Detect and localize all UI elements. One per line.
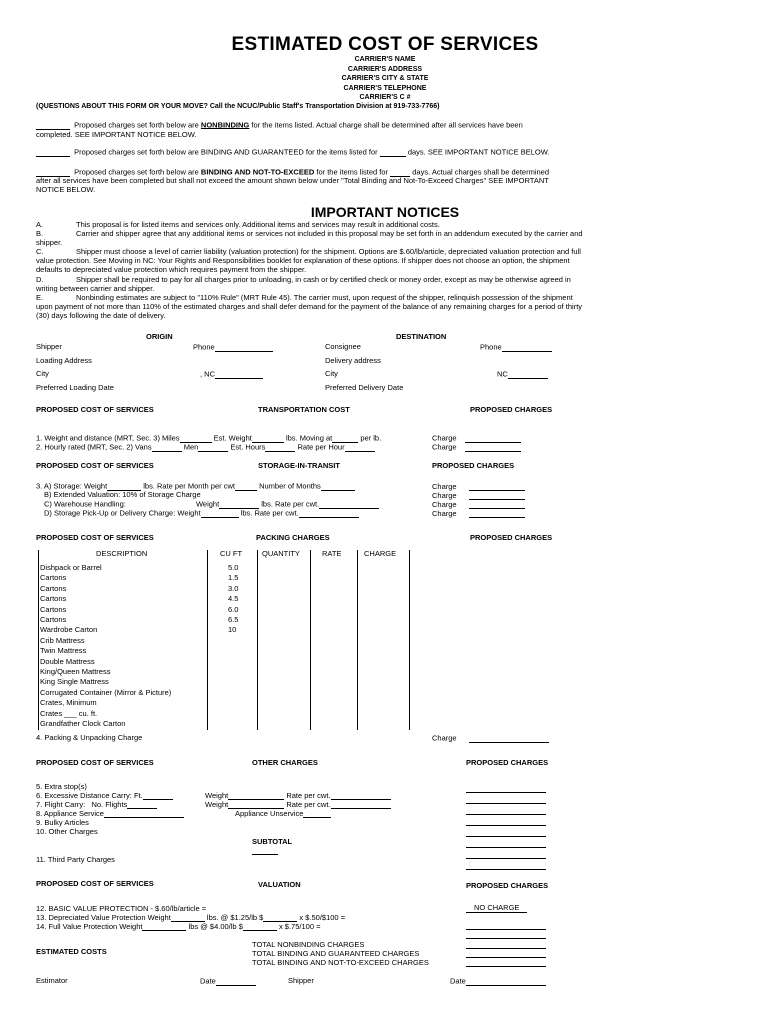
storage-heading: STORAGE-IN-TRANSIT [258,461,340,470]
nonbinding-checkbox-line[interactable] [36,121,70,130]
total-line-2[interactable] [466,957,546,958]
total-line-3[interactable] [466,966,546,967]
total-binding-guaranteed: TOTAL BINDING AND GUARANTEED CHARGES [252,949,420,958]
proposed-cost-heading-1: PROPOSED COST OF SERVICES [36,405,154,414]
transport-line-1: 1. Weight and distance (MRT, Sec. 3) Miles Est. Weight lbs. Moving at per lb. [36,433,382,443]
col-cuft: CU FT [220,549,243,558]
col-description: DESCRIPTION [96,549,148,558]
carrier-telephone: CARRIER'S TELEPHONE [343,84,427,92]
proposed-charges-heading-3: PROPOSED CHARGES [470,533,553,542]
origin-nc-field[interactable] [215,370,263,379]
packing-rule-1 [207,550,208,730]
packing-rule-4 [357,550,358,730]
list-item: Cartons [40,594,67,604]
storage-charges: Charge Charge Charge Charge [432,482,525,518]
proposed-cost-heading-3: PROPOSED COST OF SERVICES [36,533,154,542]
binding-days-field[interactable] [380,148,406,157]
valuation-line-14[interactable] [466,938,546,939]
col-rate: RATE [322,549,342,558]
proposed-cost-heading-2: PROPOSED COST OF SERVICES [36,461,154,470]
origin-phone: Phone [193,343,273,352]
estimator-label: Estimator [36,976,68,985]
dest-phone-field[interactable] [502,343,552,352]
binding-option: Proposed charges set forth below are BINDING AND GUARANTEED for the items listed for days. SEE IMPORTANT NOTICE BELOW. [36,148,550,157]
nonbinding-option-cont: completed. SEE IMPORTANT NOTICE BELOW. [36,130,197,139]
storage-a: 3. A) Storage: Weight lbs. Rate per Month per cwt Number of Months [36,482,355,491]
packing-rule-2 [257,550,258,730]
binding-checkbox-line[interactable] [36,148,70,157]
notice-d: D. Shipper shall be required to pay for all charges prior to unloading, in cash or by certified check or money order, except as may be otherwise agreed in writing between carrier and shipper. [36,275,571,293]
valuation-heading: VALUATION [258,880,301,889]
nte-option: Proposed charges set forth below are BINDING AND NOT-TO-EXCEED for the items listed for days. Actual charges shall be determined [36,168,549,177]
proposed-cost-heading-5: PROPOSED COST OF SERVICES [36,879,154,888]
proposed-charges-heading-4: PROPOSED CHARGES [466,758,549,767]
carrier-name: CARRIER'S NAME [354,56,416,63]
list-item: Crates, Minimum [40,698,97,708]
proposed-charges-heading-5: PROPOSED CHARGES [466,881,549,890]
list-item: King Single Mattress [40,677,109,687]
packing-descriptions [40,563,171,730]
subtotal-label: SUBTOTAL [252,837,293,846]
shipper-label: Shipper [36,342,62,351]
shipper-signature-label: Shipper [288,976,314,985]
list-item: Grandfather Clock Carton [40,719,126,729]
carrier-address: CARRIER'S ADDRESS [347,65,423,73]
origin-city-label: City [36,369,49,378]
shipper-date: Date [450,977,546,986]
dest-phone: Phone [480,343,552,352]
total-line-1[interactable] [466,948,546,949]
estimator-date: Date [200,977,256,986]
nonbinding-option: Proposed charges set forth below are NONBINDING for the items listed. Actual charge shall be determined after all services have been [36,121,523,130]
list-item: King/Queen Mattress [40,667,111,677]
storage-d: D) Storage Pick-Up or Delivery Charge: Weight lbs. Rate per cwt. [44,509,359,518]
packing-line-4: 4. Packing & Unpacking Charge [36,733,143,742]
nte-option-cont: after all services have been completed but shall not exceed the amount shown below under "Total Binding and Not-To-Exceed Charges" SEE IMPORTANT [36,176,549,185]
preferred-delivery-label: Preferred Delivery Date [325,383,404,392]
notice-c: C. Shipper must choose a level of carrier liability (valuation protection) for the shipment. Options are $.60/lb/article, depreciated valuation protection and full value protection. See Moving in NC: Your Rights and Responsibilities booklet for explanation of these options. If shipper does not choose an option, the shipment defaults to depreciated value protection which requires payment from the shipper. [36,247,581,274]
notice-a: A. This proposal is for listed items and services only. Additional items and services may result in additional costs. [36,220,440,229]
list-item: Corrugated Container (Mirror & Picture) [40,687,172,697]
estimated-costs-label: ESTIMATED COSTS [36,947,107,956]
proposed-charges-heading-1: PROPOSED CHARGES [470,405,553,414]
list-item: Dishpack or Barrel [40,563,102,572]
nte-option-cont2: NOTICE BELOW. [36,185,96,194]
other-charge-lines [466,782,546,870]
storage-c: C) Warehouse Handling: Weight lbs. Rate per cwt. [44,500,379,509]
packing-rule-left [38,550,39,730]
proposed-charges-heading-2: PROPOSED CHARGES [432,461,515,470]
origin-heading: ORIGIN [146,332,173,341]
transport-charge-2: Charge [432,443,521,452]
origin-phone-field[interactable] [215,343,273,352]
other-weights: Weight Rate per cwt. Weight Rate per cwt. Appliance Unservice [205,791,391,818]
packing-rule-5 [409,550,410,730]
carrier-city-state: CARRIER'S CITY & STATE [341,75,429,83]
col-quantity: QUANTITY [262,549,300,558]
transport-line-2: 2. Hourly rated (MRT, Sec. 2) Vans Men Est. Hours Rate per Hour [36,443,375,452]
list-item: Crib Mattress [40,635,85,645]
carrier-c-number: CARRIER'S C # [359,94,411,102]
origin-nc: , NC [200,370,263,379]
other-line-11: 11. Third Party Charges [36,855,115,864]
other-lines: 5. Extra stop(s) 6. Excessive Distance Carry: Ft. 7. Flight Carry: No. Flights 8. Appliance Service 9. Bulky Articles 10. Other Charges [36,782,184,836]
transportation-heading: TRANSPORTATION COST [258,405,350,414]
destination-heading: DESTINATION [396,332,447,341]
list-item: Double Mattress [40,656,95,666]
preferred-loading-label: Preferred Loading Date [36,383,114,392]
packing-rule-3 [310,550,311,730]
carrier-block [0,55,770,103]
list-item: Cartons [40,583,67,593]
valuation-lines: 12. BASIC VALUE PROTECTION - $.60/lb/article = 13. Depreciated Value Protection Weight lbs. @ $1.25/lb $ x $.50/$100 = 14. Full Value Protection Weight lbs @ $4.00/lb $ x $.75/100 = [36,904,346,931]
other-heading: OTHER CHARGES [252,758,318,767]
list-item: Cartons [40,573,67,583]
notice-b: B. Carrier and shipper agree that any additional items or services not included in this proposal may be set forth in an addendum executed by the carrier and shipper. [36,229,583,247]
page-title: ESTIMATED COST OF SERVICES [231,34,539,55]
packing-charge: Charge [432,734,549,743]
notice-e: E. Nonbinding estimates are subject to "110% Rule" (MRT Rule 45). The carrier must, upon request of the shipper, relinquish possession of the shipment upon payment of not more than 110% of the estimated charges and shall defer demand for the payment of the balance of any remaining charges for a period of thirty (30) days following the date of delivery. [36,293,583,320]
list-item: Cartons [40,604,67,614]
packing-heading: PACKING CHARGES [256,533,330,542]
total-nonbinding: TOTAL NONBINDING CHARGES [252,940,365,949]
consignee-label: Consignee [325,342,361,351]
list-item: Twin Mattress [40,646,87,656]
questions-line: (QUESTIONS ABOUT THIS FORM OR YOUR MOVE? Call the NCUC/Public Staff's Transportation Division at 919-733-7766) [36,103,440,110]
total-binding-nte: TOTAL BINDING AND NOT-TO-EXCEED CHARGES [252,958,429,967]
valuation-line-13[interactable] [466,929,546,930]
valuation-no-charge: NO CHARGE [466,904,527,913]
dest-nc-field[interactable] [508,370,548,379]
storage-b: B) Extended Valuation: 10% of Storage Charge [44,490,201,499]
loading-address-label: Loading Address [36,356,92,365]
transport-charge-1: Charge [432,434,521,443]
proposed-cost-heading-4: PROPOSED COST OF SERVICES [36,758,154,767]
totals-block [252,940,429,967]
list-item: Cartons [40,615,67,625]
col-charge: CHARGE [364,549,397,558]
packing-cuft-values: 5.0 1.5 3.0 4.5 6.0 6.5 10 [228,563,239,635]
subtotal-line [252,854,278,855]
dest-nc: NC [497,370,548,379]
notices-heading: IMPORTANT NOTICES [310,204,460,220]
delivery-address-label: Delivery address [325,356,381,365]
dest-city-label: City [325,369,338,378]
list-item: Crates ___ cu. ft. [40,708,98,718]
list-item: Wardrobe Carton [40,625,98,635]
